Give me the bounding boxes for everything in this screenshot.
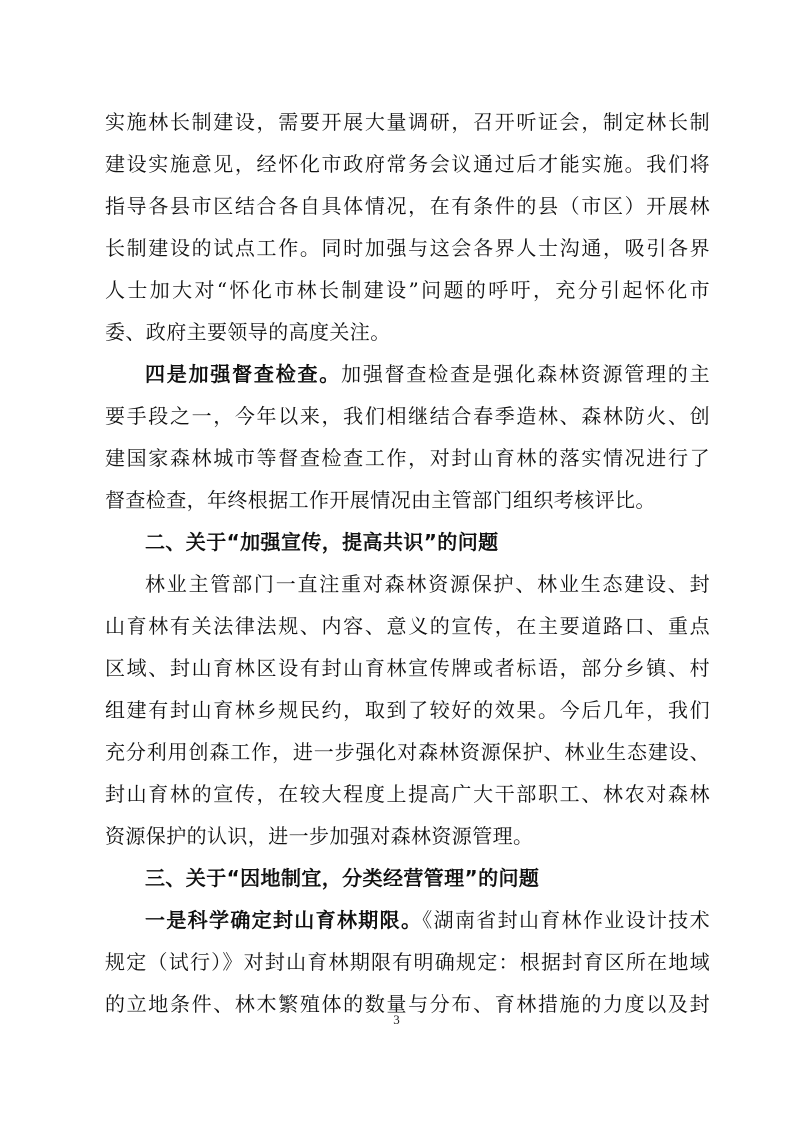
- text-line: 人士加大对“怀化市林长制建设”问题的呼吁，充分引起怀化市: [105, 278, 710, 302]
- text-line: 指导各县市区结合各自具体情况，在有条件的县（市区）开展林: [105, 194, 710, 218]
- text-line: 充分利用创森工作，进一步强化对森林资源保护、林业生态建设、: [105, 740, 710, 764]
- paragraph-text: 《湖南省封山育林作业设计技术: [422, 908, 710, 932]
- text-line: 区域、封山育林区设有封山育林宣传牌或者标语，部分乡镇、村: [105, 656, 710, 680]
- page-number: 3: [393, 1012, 400, 1027]
- text-line: [105, 899, 710, 941]
- paragraph-lin-zhang-zhi: [105, 101, 710, 353]
- text-line: 长制建设的试点工作。同时加强与这会各界人士沟通，吸引各界: [105, 236, 710, 260]
- text-line: 的立地条件、林木繁殖体的数量与分布、育林措施的力度以及封: [105, 992, 710, 1016]
- text-line: 山育林有关法律法规、内容、意义的宣传，在主要道路口、重点: [105, 614, 710, 638]
- paragraph-lead: 四是加强督查检查。: [145, 362, 342, 386]
- text-line: 督查检查，年终根据工作开展情况由主管部门组织考核评比。: [105, 488, 656, 512]
- text-line: 资源保护的认识，进一步加强对森林资源管理。: [105, 824, 534, 848]
- section-heading-classification: 三、关于“因地制宜，分类经营管理”的问题: [145, 866, 540, 890]
- paragraph-text: 加强督查检查是强化森林资源管理的主: [341, 362, 710, 386]
- text-line: 实施林长制建设，需要开展大量调研，召开听证会，制定林长制: [105, 110, 710, 134]
- paragraph-lead: 一是科学确定封山育林期限。: [145, 908, 423, 932]
- text-line: 封山育林的宣传，在较大程度上提高广大干部职工、林农对森林: [105, 782, 710, 806]
- paragraph-inspection: [105, 353, 710, 521]
- section-heading-publicity: 二、关于“加强宣传，提高共识”的问题: [145, 530, 499, 554]
- paragraph-publicity: [105, 563, 710, 857]
- paragraph-closure-period: [105, 899, 710, 1025]
- text-line: 建国家森林城市等督查检查工作，对封山育林的落实情况进行了: [105, 446, 710, 470]
- document-body: [105, 101, 710, 1025]
- text-line: 委、政府主要领导的高度关注。: [105, 320, 391, 344]
- text-line: 要手段之一，今年以来，我们相继结合春季造林、森林防火、创: [105, 404, 710, 428]
- text-line: 林业主管部门一直注重对森林资源保护、林业生态建设、封: [145, 572, 710, 596]
- text-line: 建设实施意见，经怀化市政府常务会议通过后才能实施。我们将: [105, 152, 710, 176]
- text-line: [105, 353, 710, 395]
- text-line: 规定（试行）》对封山育林期限有明确规定：根据封育区所在地域: [105, 950, 710, 974]
- text-line: 组建有封山育林乡规民约，取到了较好的效果。今后几年，我们: [105, 698, 710, 722]
